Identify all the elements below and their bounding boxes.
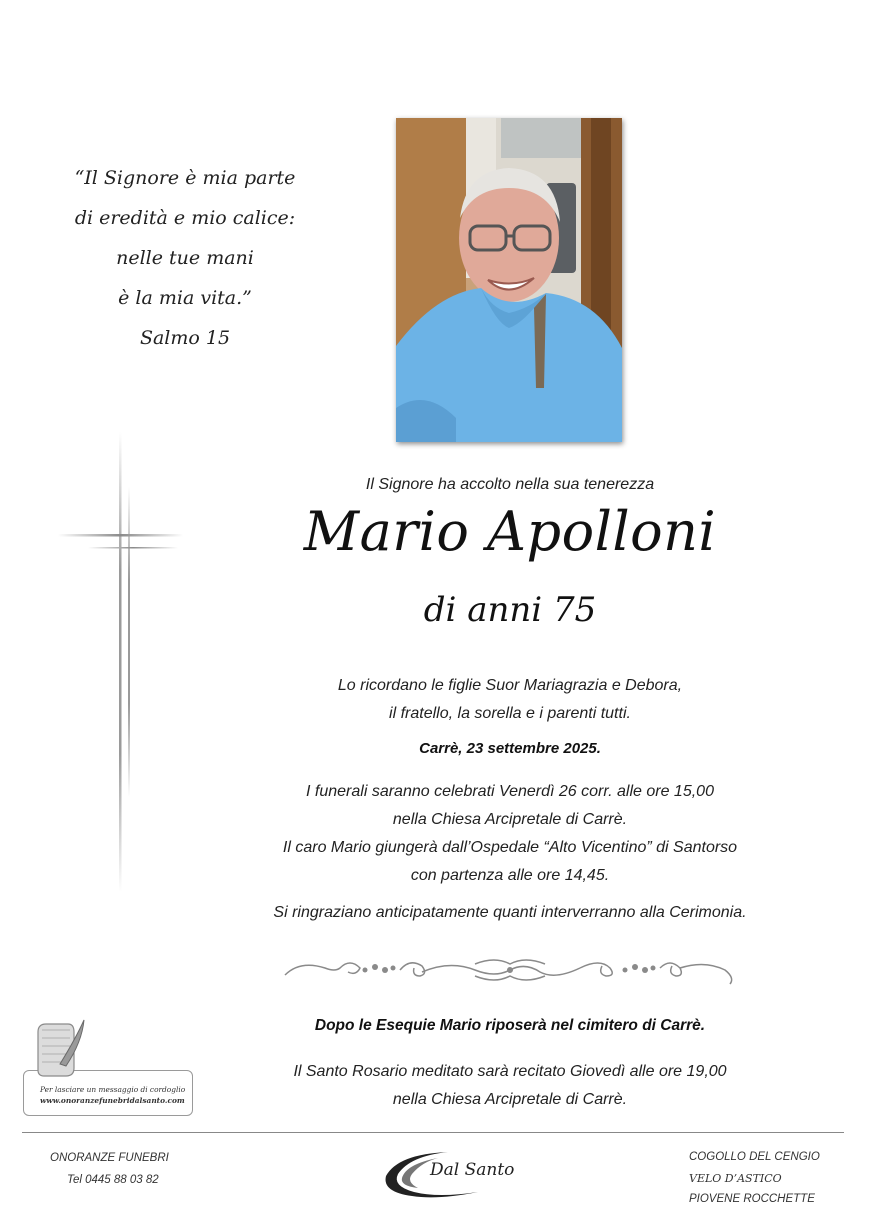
- condolence-url[interactable]: www.onoranzefunebridalsanto.com: [40, 1096, 185, 1105]
- family-remembrance: [225, 672, 795, 728]
- thanks-text: Si ringraziano anticipatamente quanti interverranno alla Cerimonia.: [273, 904, 747, 921]
- portrait-photo: [396, 118, 622, 442]
- cross-icon: [58, 432, 183, 892]
- funeral-line: con partenza alle ore 14,45.: [410, 867, 610, 884]
- psalm-line: è la mia vita.”: [118, 287, 252, 309]
- ornament-divider: [280, 950, 740, 990]
- psalm-quote: [70, 158, 300, 358]
- remembrance-line: il fratello, la sorella e i parenti tutti.: [389, 705, 631, 722]
- psalm-line: “Il Signore è mia parte: [74, 167, 296, 189]
- place-date: Carrè, 23 settembre 2025.: [419, 740, 601, 757]
- scroll-quill-icon: [30, 1018, 90, 1080]
- dal-santo-logo: [378, 1146, 528, 1206]
- burial-note: Dopo le Esequie Mario riposerà nel cimitero di Carrè.: [314, 1017, 706, 1034]
- rosary-line: nella Chiesa Arcipretale di Carrè.: [392, 1091, 628, 1108]
- funeral-line: Il caro Mario giungerà dall’Ospedale “Alto Vicentino” di Santorso: [282, 839, 738, 856]
- funeral-line: nella Chiesa Arcipretale di Carrè.: [392, 811, 628, 828]
- remembrance-line: Lo ricordano le figlie Suor Mariagrazia e Debora,: [337, 677, 683, 694]
- funeral-details: [225, 778, 795, 890]
- footer-divider: [22, 1132, 844, 1133]
- footer-phone: Tel 0445 88 03 82: [67, 1174, 159, 1186]
- condolence-text: Per lasciare un messaggio di cordoglio: [40, 1085, 186, 1094]
- funeral-line: I funerali saranno celebrati Venerdì 26 corr. alle ore 15,00: [306, 783, 714, 800]
- portrait-illustration: [396, 118, 622, 442]
- intro-text: Il Signore ha accolto nella sua tenerezza: [365, 476, 655, 493]
- footer-location: VELO D’ASTICO: [689, 1172, 782, 1185]
- footer-locations: [689, 1147, 820, 1210]
- footer-location: PIOVENE ROCCHETTE: [689, 1193, 815, 1205]
- footer-location: COGOLLO DEL CENGIO: [689, 1151, 820, 1163]
- psalm-line: di eredità e mio calice:: [74, 207, 296, 229]
- logo-text: Dal Santo: [430, 1160, 515, 1180]
- psalm-line: nelle tue mani: [116, 247, 254, 269]
- deceased-name: Mario Apolloni: [303, 500, 717, 563]
- footer-company: [50, 1147, 169, 1191]
- rosary-details: [225, 1058, 795, 1114]
- psalm-reference: Salmo 15: [139, 327, 231, 349]
- footer-company-title: ONORANZE FUNEBRI: [50, 1152, 169, 1164]
- rosary-line: Il Santo Rosario meditato sarà recitato Giovedì alle ore 19,00: [293, 1063, 727, 1080]
- deceased-age: di anni 75: [423, 590, 597, 630]
